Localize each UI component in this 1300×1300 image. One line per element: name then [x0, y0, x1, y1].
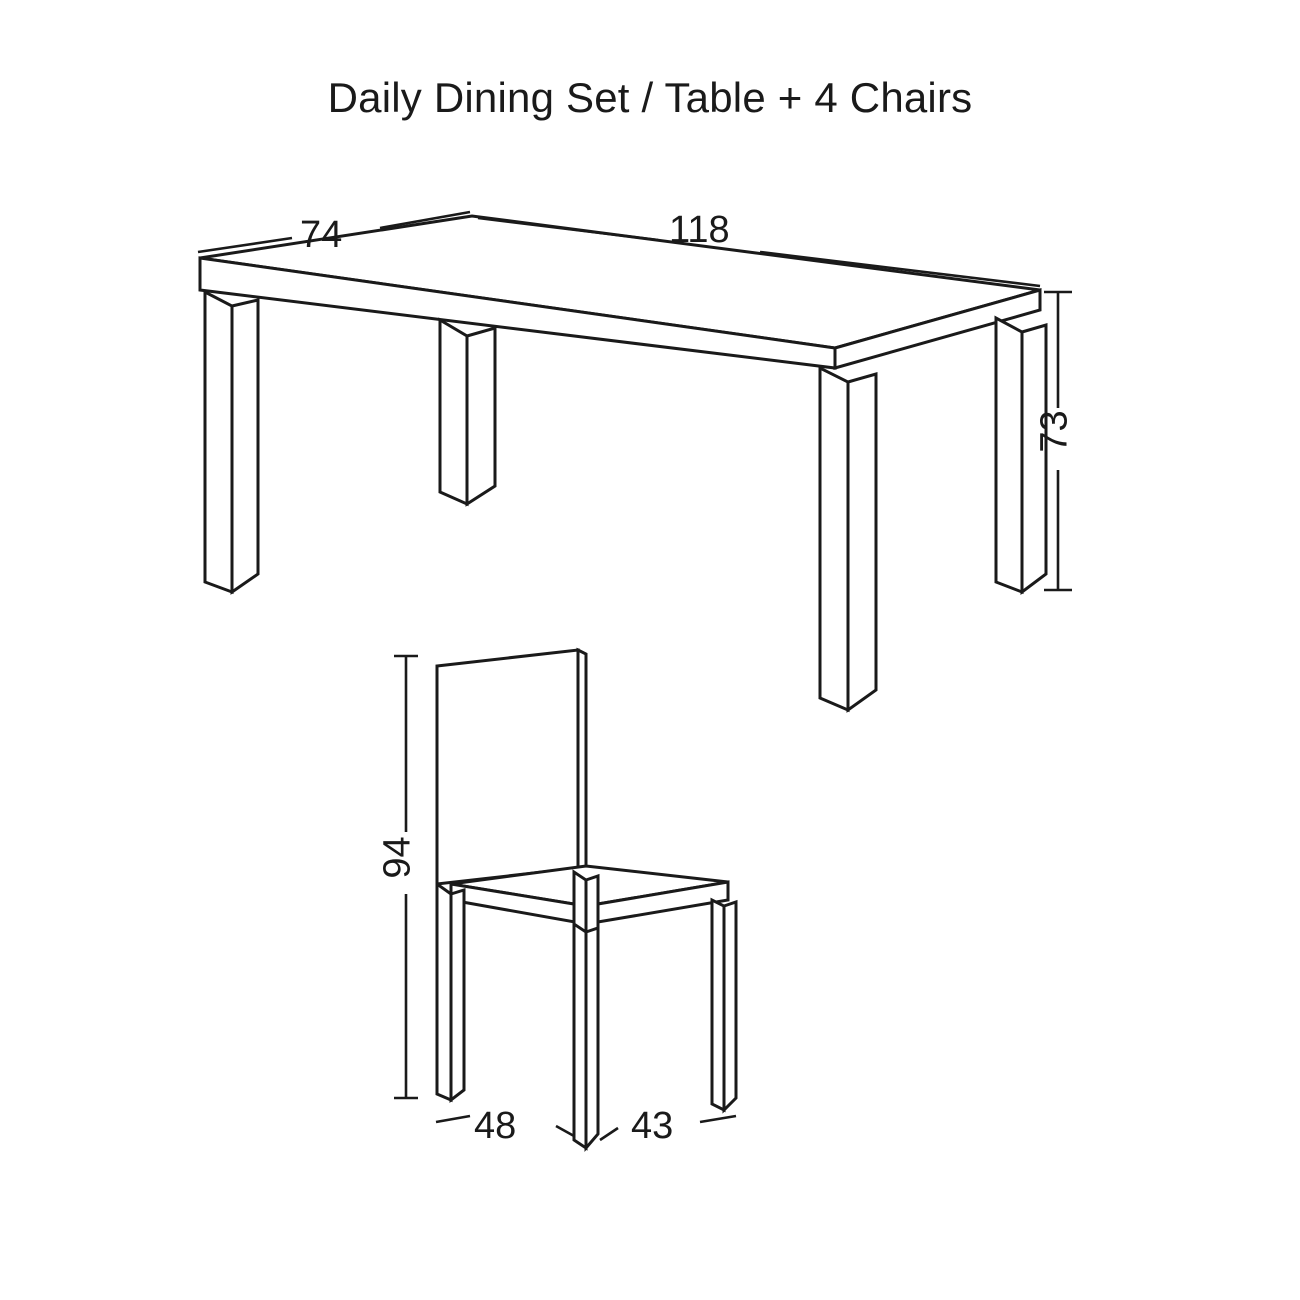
dimension-label-chair-width: 48 — [474, 1105, 517, 1147]
dimension-label-table-height: 73 — [1033, 410, 1076, 453]
dimension-label-chair-height: 94 — [376, 836, 419, 879]
page-title: Daily Dining Set / Table + 4 Chairs — [327, 74, 973, 121]
dimension-label-table-depth: 74 — [300, 214, 343, 256]
dimension-label-table-width: 118 — [669, 209, 730, 251]
table-drawing — [200, 216, 1046, 710]
dimension-label-chair-depth: 43 — [631, 1105, 674, 1147]
chair-drawing — [437, 650, 736, 1148]
